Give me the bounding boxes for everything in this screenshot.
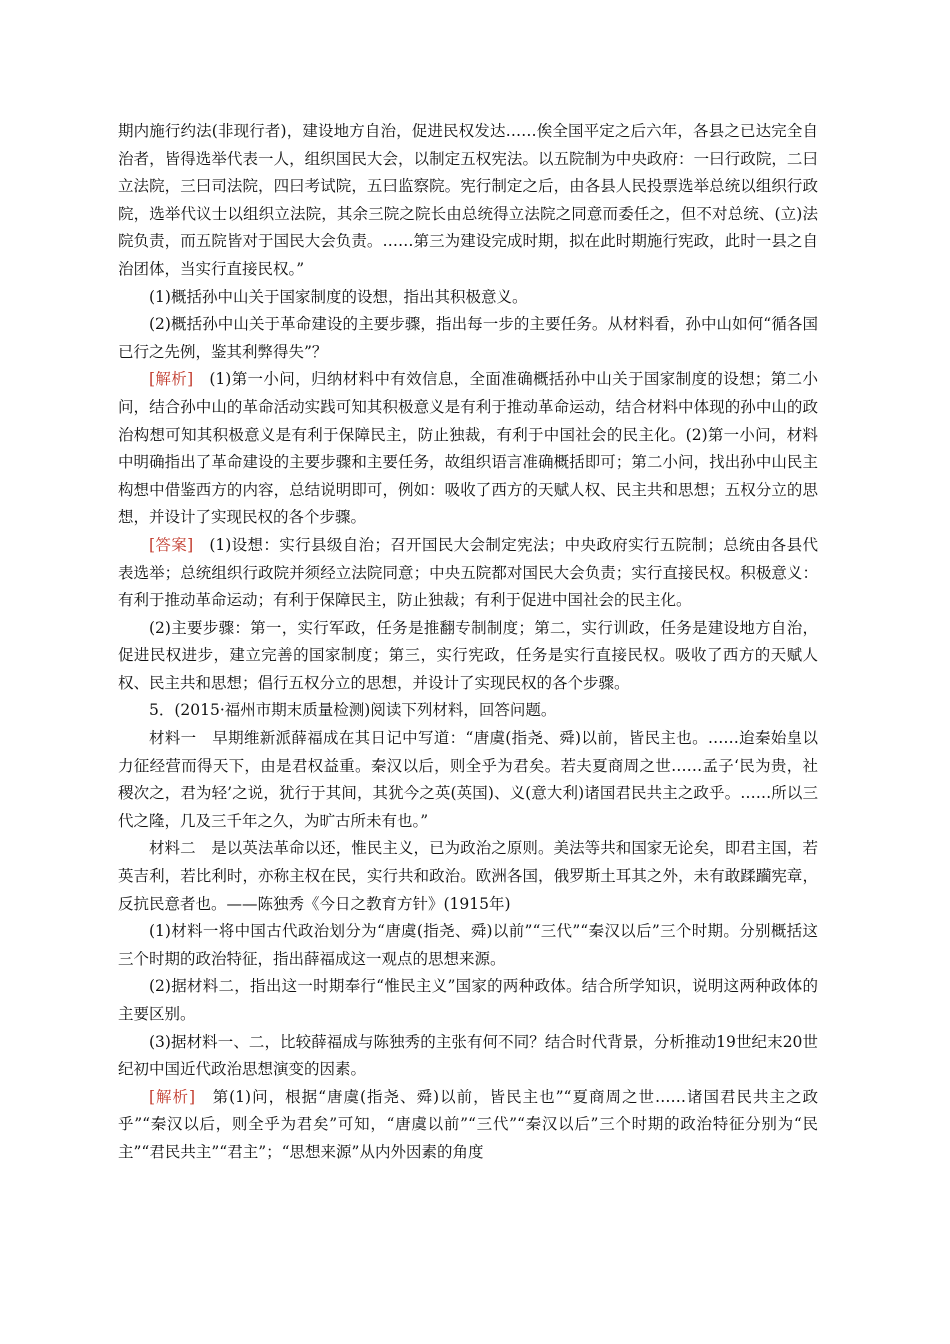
paragraph-text: (2)主要步骤：第一，实行军政，任务是推翻专制制度；第二，实行训政，任务是建设地方自治，促进民权进步，建立完善的国家制度；第三，实行宪政，任务是实行直接民权。吸收了西方的天赋人权、民主共和思想；倡行五权分立的思想，并设计了实现民权的各个步骤。 [118,618,818,692]
paragraph [118,118,818,284]
analysis-paragraph [118,366,818,532]
material-one [118,725,818,835]
paragraph-text: 期内施行约法(非现行者)，建设地方自治，促进民权发达……俟全国平定之后六年，各县之已达完全自治者，皆得选举代表一人，组织国民大会，以制定五权宪法。以五院制为中央政府：一曰行政院，二曰立法院，三曰司法院，四曰考试院，五曰监察院。宪行制定之后，由各县人民投票选举总统以组织行政院，选举代议士以组织立法院，其余三院之院长由总统得立法院之同意而委任之，但不对总统、(立)法院负责，而五院皆对于国民大会负责。……第三为建设完成时期，拟在此时期施行宪政，此时一县之自治团体，当实行直接民权。” [118,122,818,278]
paragraph-text: (1)第一小问，归纳材料中有效信息，全面准确概括孙中山关于国家制度的设想；第二小问，结合孙中山的革命活动实践可知其积极意义是有利于推动革命运动，结合材料中体现的孙中山的政治构想可知其积极意义是有利于保障民主，防止独裁，有利于中国社会的民主化。(2)第一小问，材料中明确指出了革命建设的主要步骤和主要任务，故组织语言准确概括即可；第二小问，找出孙中山民主构想中借鉴西方的内容，总结说明即可，例如：吸收了西方的天赋人权、民主共和思想；五权分立的思想，并设计了实现民权的各个步骤。 [118,370,818,527]
paragraph [118,615,818,698]
paragraph-text: 材料一 早期维新派薛福成在其日记中写道：“唐虞(指尧、舜)以前，皆民主也。……迨秦始皇以力征经营而得天下，由是君权益重。秦汉以后，则全乎为君矣。若夫夏商周之世……孟子‘民为贵，社稷次之，君为轻’之说，犹行于其间，其犹今之英(英国)、义(意大利)诸国君民共主之政乎。……所以三代之隆，几及三千年之久，为旷古所未有也。” [118,729,818,830]
paragraph-text: (2)概括孙中山关于革命建设的主要步骤，指出每一步的主要任务。从材料看，孙中山如何“循各国已行之先例，鉴其利弊得失”？ [118,315,818,361]
paragraph-text: (1)概括孙中山关于国家制度的设想，指出其积极意义。 [149,287,528,306]
paragraph [118,1029,818,1084]
paragraph-text: (2)据材料二，指出这一时期奉行“惟民主义”国家的两种政体。结合所学知识，说明这两种政体的主要区别。 [118,977,818,1023]
analysis-tag: [解析] [149,1087,196,1106]
paragraph [118,311,818,366]
paragraph-text: (1)材料一将中国古代政治划分为“唐虞(指尧、舜)以前”“三代”“秦汉以后”三个时期。分别概括这三个时期的政治特征，指出薛福成这一观点的思想来源。 [118,922,818,968]
question-heading [118,697,818,725]
paragraph-text: 材料二 是以英法革命以还，惟民主义，已为政治之原则。美法等共和国家无论矣，即君主国，若英吉利，若比利时，亦称主权在民，实行共和政治。欧洲各国，俄罗斯土耳其之外，未有敢蹂躏宪章，反抗民意者也。——陈独秀《今日之教育方针》(1915年) [118,839,818,913]
paragraph [118,918,818,973]
paragraph-text: 5．(2015·福州市期末质量检测)阅读下列材料，回答问题。 [149,701,557,720]
paragraph-text: (3)据材料一、二，比较薛福成与陈独秀的主张有何不同？结合时代背景，分析推动19世纪末20世纪初中国近代政治思想演变的因素。 [118,1032,818,1079]
analysis-tag: [解析] [149,370,194,389]
answer-paragraph [118,532,818,615]
document-page [118,118,818,1167]
material-two [118,835,818,918]
paragraph-text: (1)设想：实行县级自治；召开国民大会制定宪法；中央政府实行五院制；总统由各县代表选举；总统组织行政院并须经立法院同意；中央五院都对国民大会负责；实行直接民权。积极意义：有利于推动革命运动；有利于保障民主，防止独裁；有利于促进中国社会的民主化。 [118,535,818,610]
answer-tag: [答案] [149,535,194,554]
paragraph [118,973,818,1028]
analysis-paragraph [118,1084,818,1167]
paragraph [118,284,818,312]
paragraph-text: 第(1)问，根据“唐虞(指尧、舜)以前，皆民主也”“夏商周之世……诸国君民共主之政乎”“秦汉以后，则全乎为君矣”可知，“唐虞以前”“三代”“秦汉以后”三个时期的政治特征分别为“民主”“君民共主”“君主”；“思想来源”从内外因素的角度 [118,1087,818,1161]
